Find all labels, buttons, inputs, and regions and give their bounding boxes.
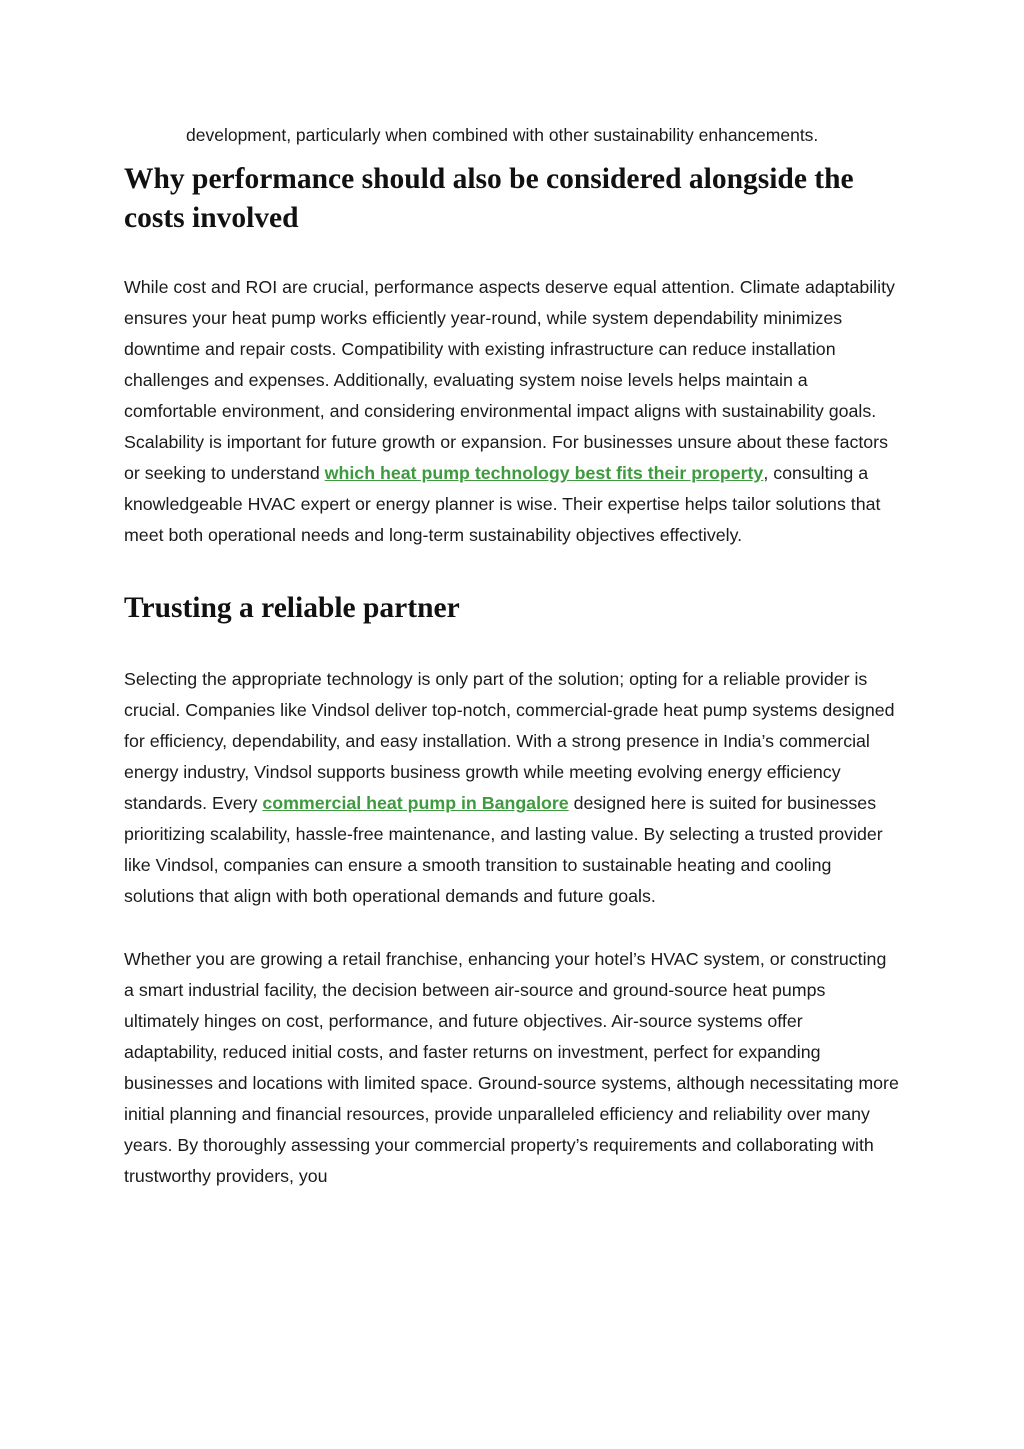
section-heading-performance: Why performance should also be considered alongside the costs involved xyxy=(124,163,854,234)
performance-paragraph xyxy=(124,272,900,551)
partner-paragraph xyxy=(124,664,900,912)
heat-pump-technology-link[interactable]: which heat pump technology best fits their property xyxy=(324,463,764,483)
performance-text-before-link: While cost and ROI are crucial, performance aspects deserve equal attention. Climate adaptability ensures your heat pump works efficiently year-round, while system dependability minimizes downtime and repair costs. Compatibility with existing infrastructure can reduce installation challenges and expenses. Additionally, evaluating system noise levels helps maintain a comfortable environment, and considering environmental impact aligns with sustainability goals. Scalability is important for future growth or expansion. For businesses unsure about these factors or seeking to understand xyxy=(124,277,895,483)
partner-text-before-link: Selecting the appropriate technology is only part of the solution; opting for a reliable provider is crucial. Companies like Vindsol deliver top-notch, commercial-grade heat pump systems designed for efficiency, dependability, and easy installation. With a strong presence in India’s commercial energy industry, Vindsol supports business growth while meeting evolving energy efficiency standards. Every xyxy=(124,669,895,813)
conclusion-paragraph: Whether you are growing a retail franchise, enhancing your hotel’s HVAC system, or constructing a smart industrial facility, the decision between air-source and ground-source heat pumps ultimately hinges on cost, performance, and future objectives. Air-source systems offer adaptability, reduced initial costs, and faster returns on investment, perfect for expanding businesses and locations with limited space. Ground-source systems, although necessitating more initial planning and financial resources, provide unparalleled efficiency and reliability over many years. By thoroughly assessing your commercial property’s requirements and collaborating with trustworthy providers, you xyxy=(124,949,899,1186)
section-heading-partner: Trusting a reliable partner xyxy=(124,592,460,624)
bullet-continuation-text: development, particularly when combined with other sustainability enhancements. xyxy=(186,125,819,145)
document-page xyxy=(124,124,900,1192)
partner-text-after-link: designed here is suited for businesses prioritizing scalability, hassle-free maintenance, and lasting value. By selecting a trusted provider like Vindsol, companies can ensure a smooth transition to sustainable heating and cooling solutions that align with both operational demands and future goals. xyxy=(124,793,883,906)
performance-text-after-link: , consulting a knowledgeable HVAC expert or energy planner is wise. Their expertise helps tailor solutions that meet both operational needs and long-term sustainability objectives effectively. xyxy=(124,463,881,545)
commercial-heat-pump-bangalore-link[interactable]: commercial heat pump in Bangalore xyxy=(262,793,569,813)
